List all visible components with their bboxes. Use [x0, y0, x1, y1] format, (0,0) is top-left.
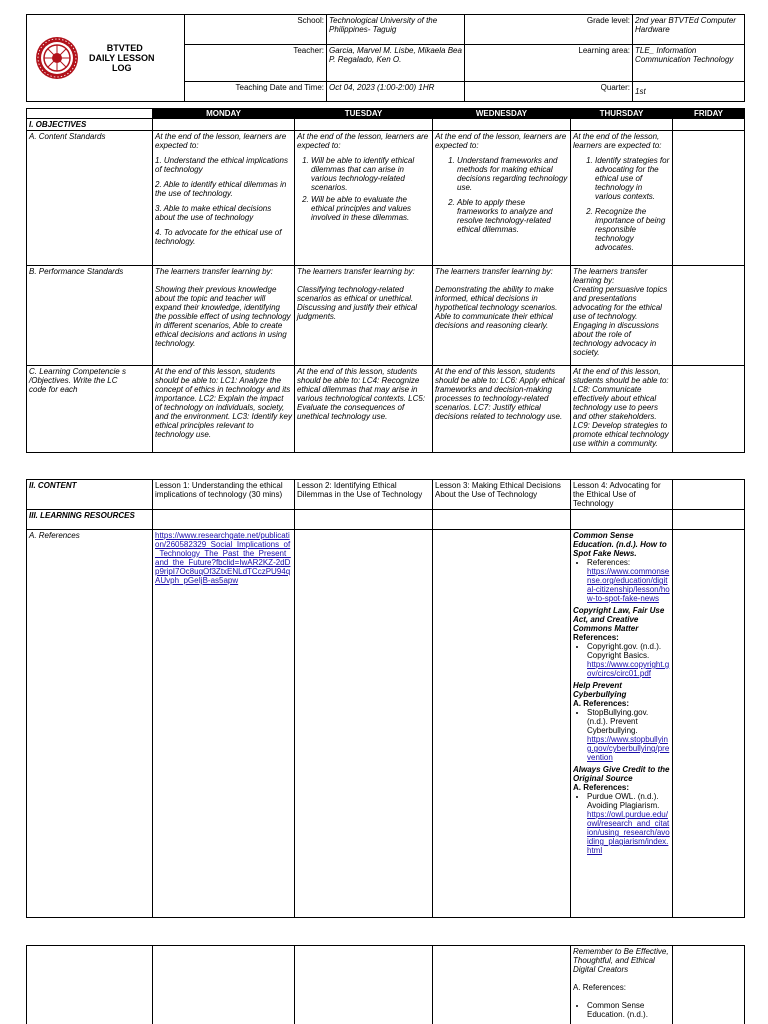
copyright-link[interactable]: https://www.copyright.gov/circs/circ01.pdf — [587, 660, 670, 678]
performance-standards-wednesday: The learners transfer learning by: Demonstrating the ability to make informed, ethical decisions in hypothetical technology scenarios. Able to communicate their ethical decisions and reasoning clearly. — [433, 266, 571, 366]
learning-competencies-monday: At the end of this lesson, students should be able to: LC1: Analyze the concept of ethics in technology and its importance. LC2: Explain the impact of technology on individuals, society, and the environment. LC3: Identify key ethical principles relevant to technology use. — [153, 366, 295, 453]
grade-value: 2nd year BTVTEd Computer Hardware — [633, 15, 745, 45]
header-logo-title — [27, 15, 185, 102]
content-standards-wednesday: At the end of the lesson, learners are expected to: 1. Understand frameworks and methods for making ethical decisions regarding technology use. 2. Able to apply these frameworks to analyze and resolve technology-related ethical dilemmas. — [433, 131, 571, 266]
learning-area-value: TLE_ Information Communication Technology — [633, 45, 745, 81]
content-standards-monday: At the end of the lesson, learners are expected to: 1. Understand the ethical implications of technology 2. Able to identify ethical dilemmas in the use of technology. 3. Able to make ethical decisions about the use of technology 4. To advocate for the ethical use of technology. — [153, 131, 295, 266]
day-tuesday: TUESDAY — [295, 109, 433, 119]
grade-label: Grade level: — [465, 15, 633, 45]
day-monday: MONDAY — [153, 109, 295, 119]
lesson-2-title: Lesson 2: Identifying Ethical Dilemmas in the Use of Technology — [295, 480, 433, 510]
performance-standards-thursday: The learners transfer learning by: Creating persuasive topics and presentations advocating for the ethical use of technology. Engaging in discussions about the role of technology advocacy in society. — [571, 266, 673, 366]
university-seal-logo — [35, 36, 79, 80]
quarter-value: 1st — [633, 81, 745, 101]
references-label: A. References — [27, 530, 153, 918]
references-monday — [153, 530, 295, 918]
teaching-date-value: Oct 04, 2023 (1:00-2:00) 1HR — [327, 81, 465, 101]
school-value: Technological University of the Philippines- Taguig — [327, 15, 465, 45]
performance-standards-monday: The learners transfer learning by: Showing their previous knowledge about the topic and teacher will expand their knowledge, identifying the possible effect of using technology in different scenarios, Able to create ethical decisions and actions in using technology. — [153, 266, 295, 366]
objectives-table — [26, 108, 745, 453]
content-section: II. CONTENT — [27, 480, 153, 510]
continued-table — [26, 945, 745, 1024]
teaching-date-label: Teaching Date and Time: — [185, 81, 327, 101]
day-thursday: THURSDAY — [571, 109, 673, 119]
day-wednesday: WEDNESDAY — [433, 109, 571, 119]
content-standards-thursday: At the end of the lesson, learners are expected to: 1. Identify strategies for advocating for the ethical use of technology in various contexts. 2. Recognize the importance of being responsible technology advocates. — [571, 131, 673, 266]
quarter-label: Quarter: — [465, 81, 633, 101]
objectives-section: I. OBJECTIVES — [27, 119, 153, 131]
continued-references-thursday: Remember to Be Effective, Thoughtful, and Ethical Digital Creators A. References: • Common Sense Education. (n.d.). — [571, 946, 673, 1024]
learning-competencies-wednesday: At the end of this lesson, students should be able to: LC6: Apply ethical frameworks and decision-making processes to technology-related scenarios. LC7: Justify ethical decisions related to technology use. — [433, 366, 571, 453]
school-label: School: — [185, 15, 327, 45]
fake-news-link[interactable]: https://www.commonsense.org/education/digital-citizenship/lesson/how-to-spot-fake-news — [587, 567, 670, 603]
learning-resources-section: III. LEARNING RESOURCES — [27, 510, 153, 530]
teacher-label: Teacher: — [185, 45, 327, 81]
content-standards-tuesday: At the end of the lesson, learners are expected to: 1. Will be able to identify ethical dilemmas that can arise in various technology-related scenarios. 2. Will be able to evaluate the ethical principles and values involved in these dilemmas. — [295, 131, 433, 266]
learning-area-label: Learning area: — [465, 45, 633, 81]
research-link[interactable]: https://www.researchgate.net/publication/260582329_Social_Implications_of_Technology_The_Past_the_Present_and_the_Future?fbclid=IwAR2KZ-2dDp9ripI7Oc8uqOf3ZtxENLdTCczPU94qAUvph_pGeIjB-as5apw — [155, 531, 291, 585]
lesson-3-title: Lesson 3: Making Ethical Decisions About the Use of Technology — [433, 480, 571, 510]
cyberbullying-link[interactable]: https://www.stopbullying.gov/cyberbullying/prevention — [587, 735, 670, 762]
performance-standards-label: B. Performance Standards — [27, 266, 153, 366]
references-thursday: Common Sense Education. (n.d.). How to Spot Fake News. • References: https://www.commonsense.org/education/digital-citizenship/lesson/how-to-spot-fake-news Copyright Law, Fair Use Act, and Creative Commons Matter References: • Copyright.gov. (n.d.). Copyright Basics. https://www.copyright.gov/circs/circ01.pdf Help Prevent Cyberbullying A. References: • StopBullying.gov. (n.d.). Prevent Cyberbullying. https://www.stopbullying.gov/cyberbullying/prevention Always Give Credit to the Original Source A. References: • Purdue OWL. (n.d.). Avoiding Plagiarism. https://owl.purdue.edu/owl/research_and_citation/using_research/avoiding_plagiarism/index.html — [571, 530, 673, 918]
performance-standards-tuesday: The learners transfer learning by: Classifying technology-related scenarios as ethical or unethical. Discussing and justify their ethical judgments. — [295, 266, 433, 366]
day-friday: FRIDAY — [673, 109, 745, 119]
learning-competencies-thursday: At the end of this lesson, students should be able to: LC8: Communicate effectively about ethical technology use to peers and other stakeholders. LC9: Develop strategies to promote ethical technology use within a community. — [571, 366, 673, 453]
learning-competencies-tuesday: At the end of this lesson, students should be able to: LC4: Recognize ethical dilemmas that may arise in various technological contexts. LC5: Evaluate the consequences of unethical technology use. — [295, 366, 433, 453]
lesson-1-title: Lesson 1: Understanding the ethical implications of technology (30 mins) — [153, 480, 295, 510]
teacher-value: Garcia, Marvel M. Lisbe, Mikaela Bea P. Regalado, Ken O. — [327, 45, 465, 81]
header-table — [26, 14, 745, 102]
learning-competencies-label: C. Learning Competencie s /Objectives. Write the LC code for each — [27, 366, 153, 453]
lesson-4-title: Lesson 4: Advocating for the Ethical Use of Technology — [571, 480, 673, 510]
plagiarism-link[interactable]: https://owl.purdue.edu/owl/research_and_citation/using_research/avoiding_plagiarism/index.html — [587, 810, 670, 855]
content-table — [26, 479, 745, 918]
dll-title: BTVTED DAILY LESSON LOG — [89, 43, 155, 73]
content-standards-label: A. Content Standards — [27, 131, 153, 266]
